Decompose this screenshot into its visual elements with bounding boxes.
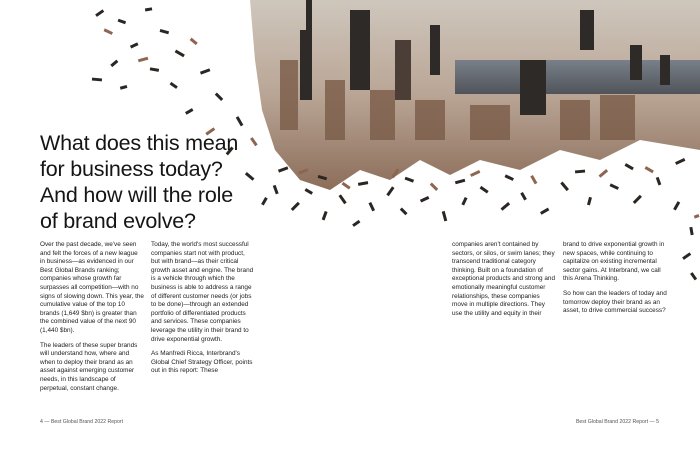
- body-paragraph: companies aren't contained by sectors, or silos, or swim lanes; they transcend traditional category thinking. Built on a foundation of exceptional products and strong and emotionally meaningful customer relationships, these companies move in multiple directions. They use the utility and equity in their: [452, 241, 556, 317]
- body-paragraph: As Manfredi Ricca, Interbrand's Global Chief Strategy Officer, points out in this report: These: [151, 350, 253, 375]
- body-column-4: [563, 241, 667, 322]
- headline-line: of brand evolve?: [40, 209, 196, 233]
- footer-right-page-number: Best Global Brand 2022 Report — 5: [575, 419, 659, 425]
- headline-line: for business today?: [40, 157, 223, 181]
- body-paragraph: The leaders of these super brands will understand how, where and when to deploy their brand as an asset against emerging customer needs, in this landscape of perpetual, constant change.: [40, 341, 138, 392]
- body-paragraph: brand to drive exponential growth in new spaces, while continuing to capitalize on existing incremental sector gains. At Interbrand, we call this Arena Thinking.: [563, 241, 665, 283]
- headline-line: What does this mean: [40, 131, 239, 155]
- body-paragraph: Today, the world's most successful companies start not with product, but with brand—as their critical growth asset and engine. The brand is a vehicle through which the business is able to address a range of different customer needs (or jobs to be done)—through an extended portfolio of differentiated products and services. These companies leverage the utility in their brand to drive exponential growth.: [151, 241, 254, 343]
- headline: [40, 130, 270, 234]
- headline-line: And how will the role: [40, 183, 233, 207]
- body-column-2: [151, 241, 255, 382]
- body-column-3: [452, 241, 556, 324]
- body-paragraph: So how can the leaders of today and tomorrow deploy their brand as an asset, to drive commercial success?: [563, 289, 667, 315]
- body-paragraph: Over the past decade, we've seen and felt the forces of a new league in business—as evidenced in our Best Global Brands ranking; companies whose growth far surpasses all competition—with no signs of slowing down. This year, the cumulative value of the top 10 brands (1,649 $bn) is greater than the combined value of the next 90 (1,440 $bn).: [40, 241, 144, 334]
- body-column-1: [40, 241, 144, 399]
- footer-left-page-number: 4 — Best Global Brand 2022 Report: [40, 419, 124, 425]
